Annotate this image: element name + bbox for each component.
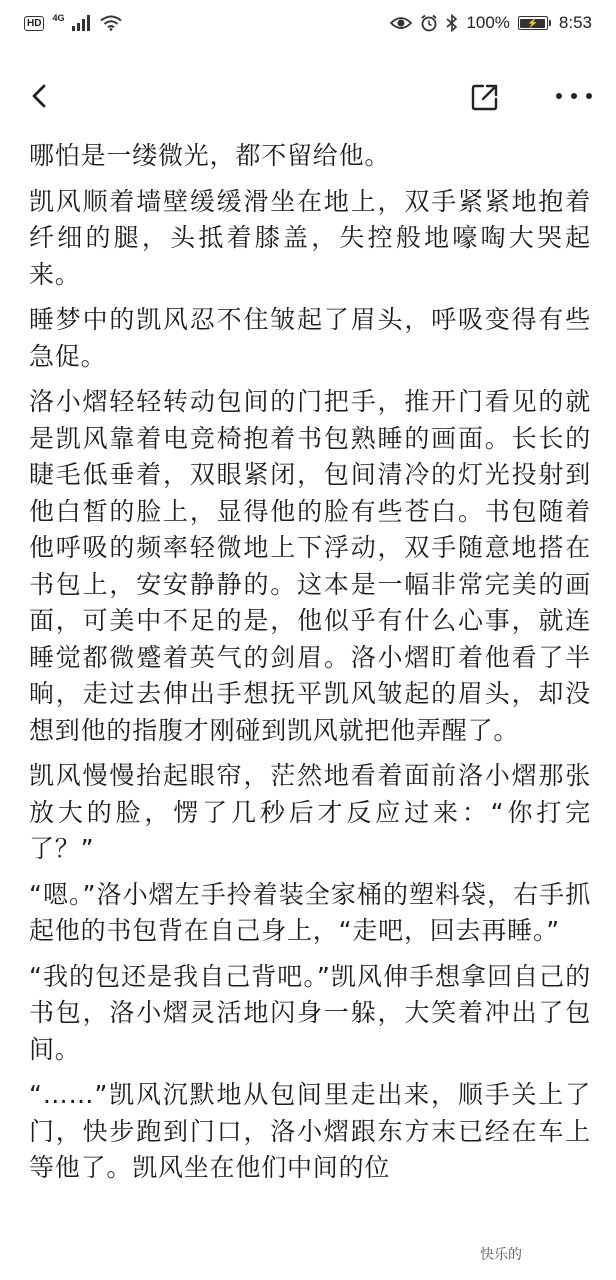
paragraph: 哪怕是一缕微光，都不留给他。 — [29, 141, 391, 170]
more-dots-icon — [556, 93, 562, 99]
eye-comfort-icon — [390, 15, 412, 31]
alarm-icon — [420, 14, 438, 32]
paragraph: 凯风慢慢抬起眼帘，茫然地看着面前洛小熠那张放大的脸，愣了几秒后才反应过来：“你打完了？” — [29, 761, 591, 863]
watermark: 快乐的 — [476, 1244, 526, 1264]
bluetooth-icon — [446, 14, 458, 32]
paragraph: 睡梦中的凯风忍不住皱起了眉头，呼吸变得有些急促。 — [29, 305, 591, 371]
status-bar — [0, 0, 616, 46]
battery-icon: ⚡ — [518, 16, 551, 30]
status-left — [24, 15, 122, 31]
paragraph: “我的包还是我自己背吧。”凯风伸手想拿回自己的书包，洛小熠灵活地闪身一躲，大笑着冲出了包间。 — [29, 961, 591, 1064]
status-right — [390, 13, 592, 33]
more-button[interactable] — [556, 86, 592, 106]
article-body — [29, 138, 591, 1196]
paragraph: “……”凯风沉默地从包间里走出来，顺手关上了门，快步跑到门口，洛小熠跟东方末已经在车上等他了。凯风坐在他们中间的位 — [29, 1080, 591, 1182]
back-button[interactable] — [26, 82, 54, 110]
clock: 8:53 — [558, 13, 592, 32]
paragraph: 凯风顺着墙壁缓缓滑坐在地上，双手紧紧地抱着纤细的腿，头抵着膝盖，失控般地嚎啕大哭起来。 — [29, 186, 591, 289]
network-type: 4G — [52, 13, 65, 23]
app-header — [0, 64, 616, 128]
wifi-icon — [100, 15, 122, 31]
share-external-icon — [470, 82, 500, 112]
hd-badge: HD — [24, 16, 44, 31]
paragraph: 洛小熠轻轻转动包间的门把手，推开门看见的就是凯风靠着电竞椅抱着书包熟睡的画面。长长的睫毛低垂着，双眼紧闭，包间清冷的灯光投射到他白皙的脸上，显得他的脸有些苍白。书包随着他呼吸的频率轻微地上下浮动，双手随意地搭在书包上，安安静静的。这本是一幅非常完美的画面，可美中不足的是，他似乎有什么心事，就连睡觉都微蹙着英气的剑眉。洛小熠盯着他看了半晌，走过去伸出手想抚平凯风皱起的眉头，却没想到他的指腹才刚碰到凯风就把他弄醒了。 — [29, 387, 591, 745]
signal-icon — [72, 15, 92, 31]
paragraph: “嗯。”洛小熠左手拎着装全家桶的塑料袋，右手抓起他的书包背在自己身上，“走吧，回去再睡。” — [29, 879, 591, 945]
battery-percent: 100% — [466, 13, 510, 32]
chevron-left-icon — [26, 82, 54, 110]
share-button[interactable] — [470, 82, 500, 112]
